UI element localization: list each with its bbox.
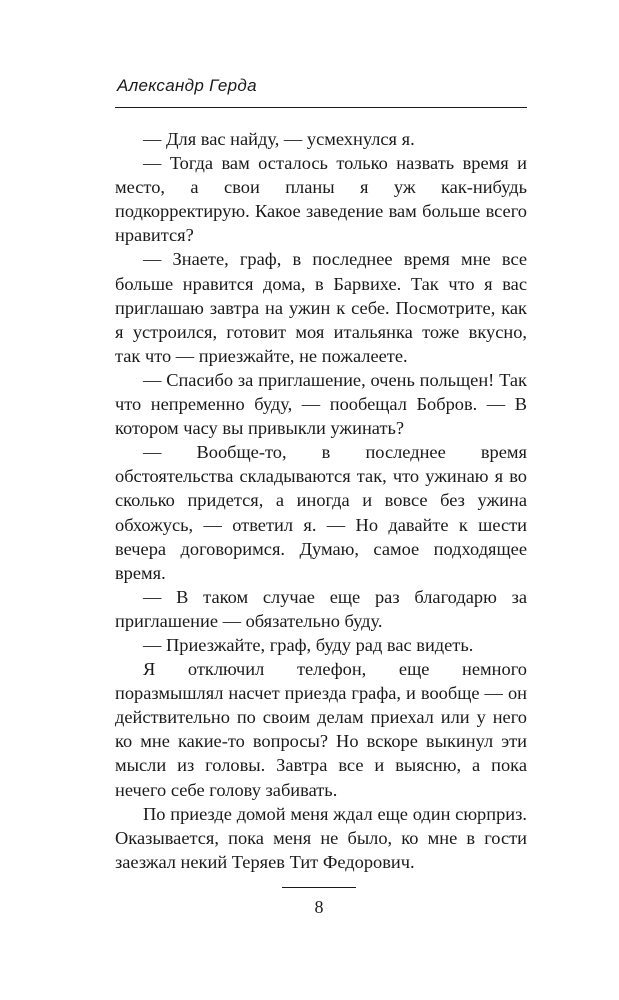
paragraph: — Спасибо за приглашение, очень польщен! Так что непременно буду, — пообещал Бобров. — В котором часу вы привыкли ужинать? — [115, 369, 527, 439]
body-text — [115, 127, 527, 874]
paragraph: Я отключил телефон, еще немного поразмышлял насчет приезда графа, и вообще — он действительно по своим делам приехал или у него ко мне какие-то вопросы? Но вскоре выкинул эти мысли из головы. Завтра все и выясню, а пока нечего себе голову забивать. — [115, 659, 527, 800]
paragraph: — Для вас найду, — усмехнулся я. — [143, 129, 415, 149]
page-number: 8 — [314, 897, 324, 917]
paragraph: — Знаете, граф, в последнее время мне все больше нравится дома, в Барвихе. Так что я вас приглашаю завтра на ужин к себе. Посмотрите, как я устроился, готовит моя итальянка тоже вкусно, так что — приезжайте, не пожалеете. — [115, 249, 527, 366]
paragraph: — Тогда вам осталось только назвать время и место, а свои планы я уж как-нибудь подкорректирую. Какое заведение вам больше всего нравится? — [115, 153, 527, 246]
footer-divider — [282, 887, 356, 888]
paragraph: — Вообще-то, в последнее время обстоятельства складываются так, что ужинаю я во сколько придется, а иногда и вовсе без ужина обхожусь, — ответил я. — Но давайте к шести вечера договоримся. Думаю, самое подходящее время. — [115, 442, 527, 583]
running-title: Александр Герда — [117, 76, 257, 95]
paragraph: — Приезжайте, граф, буду рад вас видеть. — [143, 634, 474, 655]
paragraph: — В таком случае еще раз благодарю за приглашение — обязательно буду. — [115, 586, 527, 631]
header-divider — [115, 107, 527, 108]
paragraph: По приезде домой меня ждал еще один сюрприз. Оказывается, пока меня не было, ко мне в гости заезжал некий Теряев Тит Федорович. — [115, 803, 527, 872]
